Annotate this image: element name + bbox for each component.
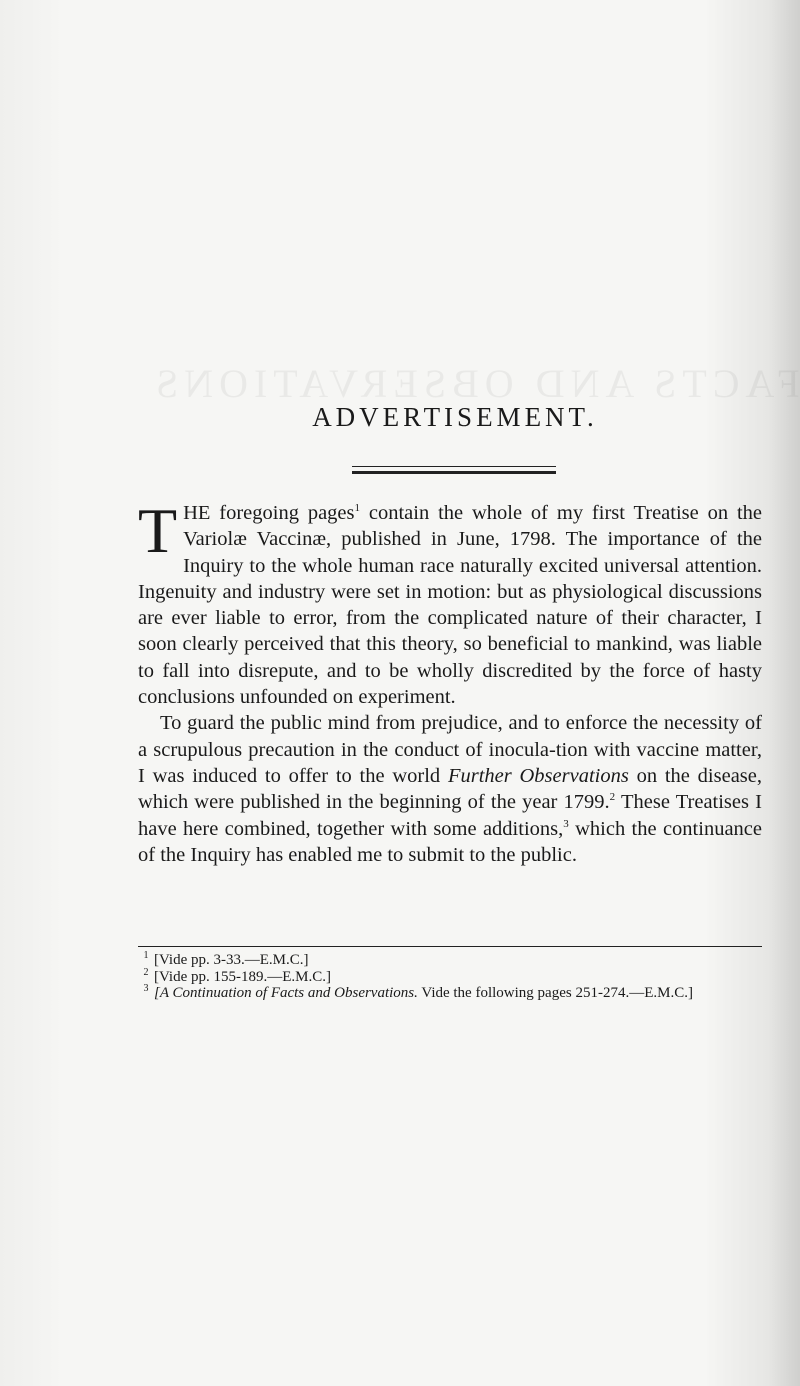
page-title: ADVERTISEMENT. <box>312 402 598 432</box>
footnote-3: 3 [A Continuation of Facts and Observations. Vide the following pages 251-274.—E.M.C.] <box>143 983 693 1001</box>
paragraph-1 <box>138 495 762 710</box>
p1-start: HE foregoing pages <box>183 502 355 524</box>
footnote-1: 1 [Vide pp. 3-33.—E.M.C.] <box>143 950 309 968</box>
title-rule <box>352 466 556 474</box>
footnote-italic: [A Continuation of Facts and Observations. <box>154 985 418 1001</box>
drop-cap: T <box>138 495 178 566</box>
footnote-text: Vide the following pages 251-274.—E.M.C.] <box>417 985 693 1001</box>
footnote-ref-3: 3 <box>563 817 569 830</box>
footnote-2: 2 [Vide pp. 155-189.—E.M.C.] <box>143 966 331 985</box>
footnote-text: [Vide pp. 155-189.—E.M.C.] <box>154 968 331 985</box>
p2-b: on the disease, which were published in the beginning of the year 1799. <box>138 764 762 814</box>
p2-c: These Treatises I have here combined, together with some additions, <box>138 791 762 840</box>
footnote-ref-1: 1 <box>354 502 361 515</box>
p1-rest: contain the whole of my first Treatise on the Variolæ Vaccinæ, published in June, 1798. The importance of the Inquiry to the whole human race naturally excited universal attention. Ingenuity and industry were set in motion: but as physiological discussions are ever liable to error, from the complicated nature of their character, I soon clearly perceived that this theory, so beneficial to mankind, was liable to fall into disrepute, and to be wholly discredited by the force of hasty conclusions unfounded on experiment. <box>138 502 762 709</box>
show-through-text: FACTS AND OBSERVATIONS <box>150 361 800 406</box>
p2-d: which the continuance of the Inquiry has enabled me to submit to the public. <box>138 817 762 866</box>
footnotes <box>138 952 762 1002</box>
footnote-ref-2: 2 <box>609 791 616 804</box>
p2-italic: Further Observations <box>447 764 629 787</box>
footnote-rule <box>138 946 762 947</box>
footnote-text: [Vide pp. 3-33.—E.M.C.] <box>154 952 309 968</box>
p2-a: To guard the public mind from prejudice, and to enforce the necessity of a scrupulous precaution in the conduct of inocula-tion with vaccine matter, I was induced to offer to the world <box>138 712 762 787</box>
body-text <box>138 495 762 868</box>
paragraph-2 <box>138 710 762 868</box>
